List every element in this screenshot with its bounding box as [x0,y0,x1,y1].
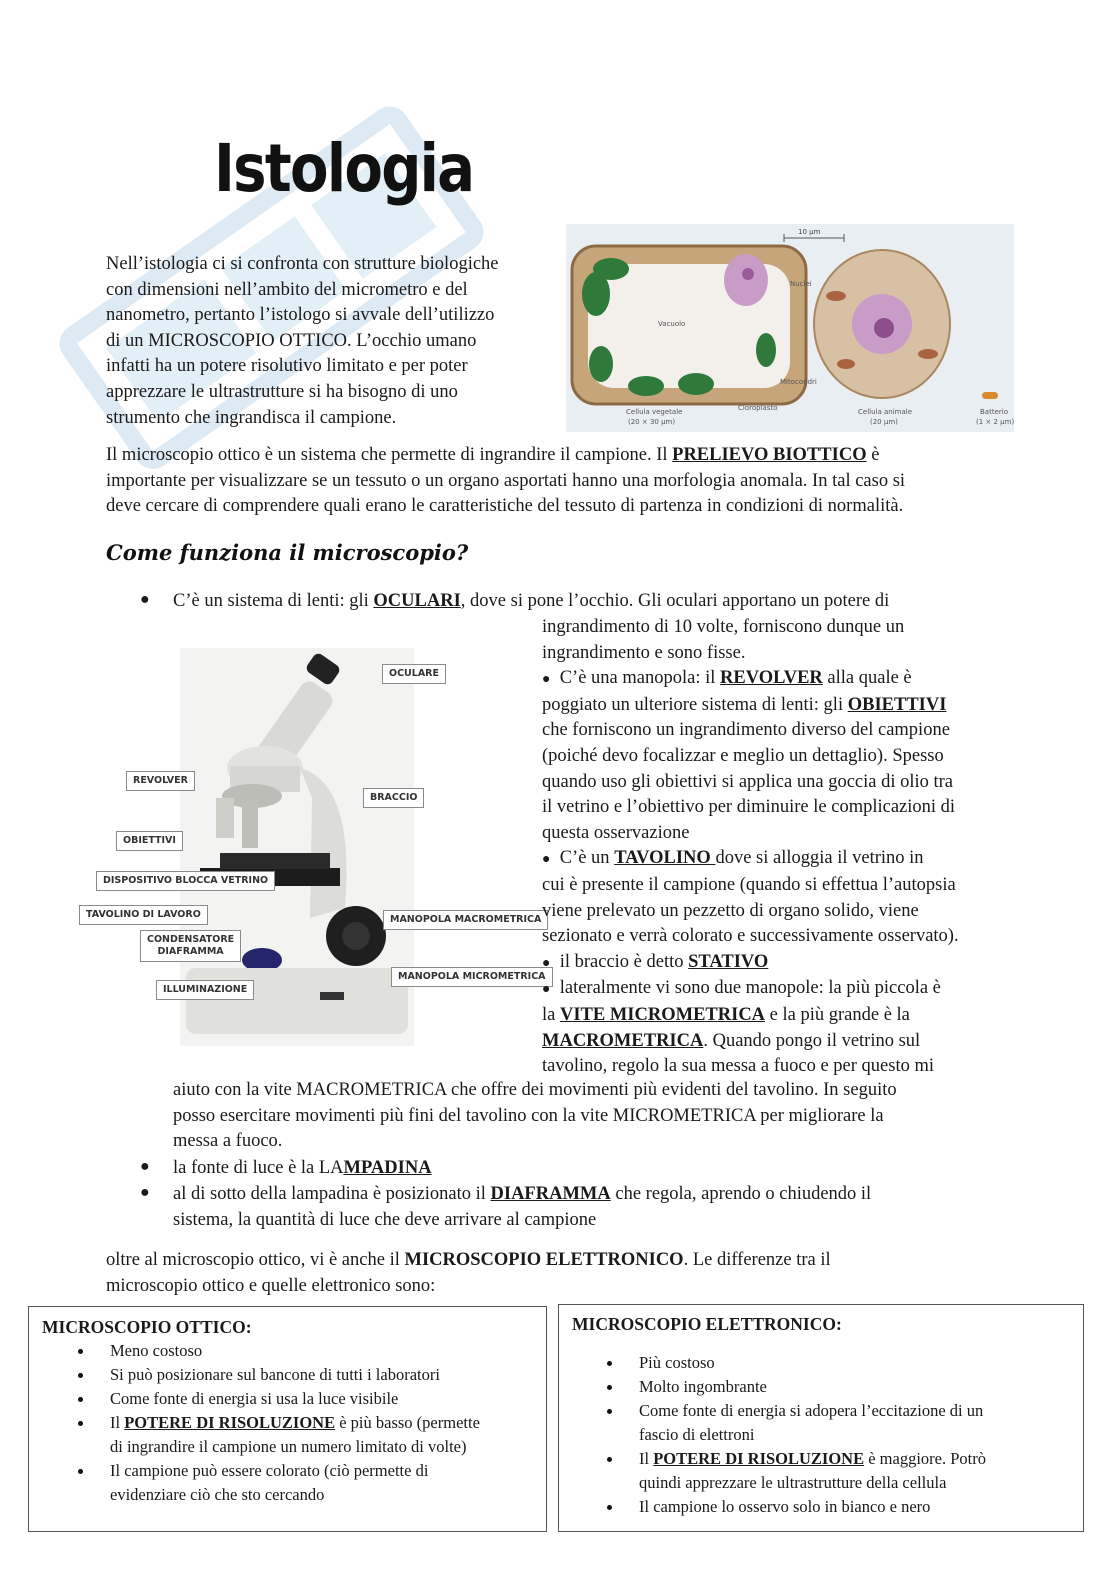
intro-line: Nell’istologia ci si confronta con strutture biologiche [106,254,499,274]
label-line: DIAFRAMMA [157,946,224,957]
list-item: Si può posizionare sul bancone di tutti i laboratori [110,1363,540,1387]
bullet-icon: ● [542,852,551,868]
intro-line: con dimensioni nell’ambito del micrometro e del [106,279,468,300]
text: che forniscono un ingrandimento diverso del campione [542,720,950,741]
paragraph-elettronico [106,1248,1006,1299]
text: sezionato e verrà colorato e successivamente osservato). [542,926,959,947]
box-list [639,1351,1069,1519]
text: Il microscopio ottico è un sistema che permette di ingrandire il campione. Il [106,445,673,465]
text: C’è una manopola: il [559,668,721,689]
text: C’è un [559,848,615,869]
box-list [110,1339,540,1507]
text: sistema, la quantità di luce che deve arrivare al campione [173,1209,597,1230]
text: dove si alloggia il vetrino in [715,848,924,869]
label-revolver: REVOLVER [126,771,195,791]
keyword-prelievo: PRELIEVO BIOTTICO [672,445,867,465]
label-illuminazione: ILLUMINAZIONE [156,980,254,1000]
plant-cell-size: (20 × 30 µm) [628,418,676,426]
keyword-potere-risoluzione: POTERE DI RISOLUZIONE [124,1413,336,1432]
keyword-vite-micrometrica: VITE MICROMETRICA [559,1004,766,1025]
bullet-icon: ● [542,982,551,998]
text: di ingrandire il campione un numero limitato di volte) [110,1437,467,1456]
text: posso esercitare movimenti più fini del tavolino con la vite MICROMETRICA per migliorare la [173,1105,884,1126]
list-item [639,1399,1069,1447]
label-micrometrica: MANOPOLA MICROMETRICA [391,967,553,987]
vacuole-label: Vacuolo [658,320,686,328]
text: viene prelevato un pezzetto di organo solido, viene [542,900,919,921]
text: quindi apprezzare le ultrastrutture della cellula [639,1473,947,1492]
keyword-lampadina: MPADINA [343,1158,432,1178]
animal-cell-label: Cellula animale [858,408,913,416]
text: che regola, aprendo o chiudendo il [610,1184,872,1204]
text: aiuto con la vite MACROMETRICA che offre dei movimenti più evidenti del tavolino. In seguito [173,1080,897,1100]
text: questa osservazione [542,822,690,843]
list-continuation [173,1078,1013,1155]
keyword-tavolino: TAVOLINO [614,848,716,869]
text: è maggiore. Potrò [864,1449,986,1468]
keyword-potere-risoluzione: POTERE DI RISOLUZIONE [653,1449,865,1468]
bullet-icon: ● [140,591,150,608]
text: , dove si pone l’occhio. Gli oculari apportano un potere di [460,591,890,611]
text: al di sotto della lampadina è posizionato il [173,1184,491,1204]
box-microscopio-elettronico [558,1304,1084,1532]
label-blocca-vetrino: DISPOSITIVO BLOCCA VETRINO [96,871,275,891]
bacterium-size: (1 × 2 µm) [976,418,1014,426]
keyword-macrometrica: MACROMETRICA [542,1030,704,1051]
bacterium-label: Batterio [980,408,1008,416]
list-item: Meno costoso [110,1339,540,1363]
box-title: MICROSCOPIO OTTICO: [42,1317,252,1337]
list-item [110,1459,540,1507]
list-item: Molto ingombrante [639,1375,1069,1399]
text: ingrandimento e sono fisse. [542,642,746,663]
text: (poiché devo focalizzar e meglio un dettaglio). Spesso [542,745,944,766]
text: quando uso gli obiettivi si applica una goccia di olio tra [542,771,954,792]
animal-cell-size: (20 µm) [870,418,898,426]
label-braccio: BRACCIO [363,788,424,808]
intro-paragraph [106,252,556,431]
text: Come fonte di energia si adopera l’eccitazione di un [639,1401,984,1420]
label-obiettivi: OBIETTIVI [116,831,183,851]
text: è più basso (permette [335,1413,480,1432]
text: la fonte di luce è la LA [173,1158,344,1178]
text: cui è presente il campione (quando si effettua l’autopsia [542,874,956,895]
text: . Quando pongo il vetrino sul [703,1030,921,1051]
intro-line: nanometro, pertanto l’istologo si avvale dell’utilizzo [106,305,495,326]
list-right-column [542,615,1012,1080]
text: oltre al microscopio ottico, vi è anche il [106,1250,405,1270]
plant-cell-label: Cellula vegetale [626,408,683,416]
text: poggiato un ulteriore sistema di lenti: gli [542,694,848,715]
text: microscopio ottico e quelle elettronico sono: [106,1275,436,1296]
intro-line: infatti ha un potere risolutivo limitato e per poter [106,356,468,377]
label-oculare: OCULARE [382,664,446,684]
intro-line: apprezzare le ultrastrutture si ha bisogno di uno [106,381,458,402]
list-item-oculari [173,589,889,615]
text: messa a fuoco. [173,1131,283,1152]
mitocondri-label: Mitocondri [780,378,817,386]
bullet-icon: ● [140,1158,150,1175]
text: fascio di elettroni [639,1425,755,1444]
label-condensatore [140,930,241,962]
text: alla quale è [822,668,912,689]
text: Il [110,1413,125,1432]
label-tavolino: TAVOLINO DI LAVORO [79,905,208,925]
list-item: Come fonte di energia si usa la luce visibile [110,1387,540,1411]
cell-figure [566,224,1014,432]
text: ingrandimento di 10 volte, forniscono dunque un [542,617,905,637]
box-microscopio-ottico [28,1306,547,1532]
bullet-icon: ● [140,1184,150,1201]
scale-label: 10 µm [798,228,821,236]
text: il vetrino e l’obiettivo per diminuire le complicazioni di [542,797,956,818]
text: tavolino, regolo la sua messa a fuoco e per questo mi [542,1056,934,1077]
label-line: CONDENSATORE [147,934,235,945]
keyword-microscopio-elettronico: MICROSCOPIO ELETTRONICO [404,1250,684,1270]
list-item-diaframma [173,1182,1013,1233]
box-title: MICROSCOPIO ELETTRONICO: [572,1314,842,1334]
text: è [866,445,880,465]
intro-line: di un MICROSCOPIO OTTICO. L’occhio umano [106,330,477,351]
text: importante per visualizzare se un tessuto o un organo asportati hanno una morfologia anomala. In tal caso si [106,470,906,491]
text: deve cercare di comprendere quali erano le caratteristiche del tessuto di partenza in condizioni di normalità. [106,496,904,517]
text: il braccio è detto [559,951,689,972]
text: . Le differenze tra il [683,1250,831,1270]
list-item [110,1411,540,1459]
list-item: Più costoso [639,1351,1069,1375]
section-title: Come funziona il microscopio? [106,540,469,565]
text: evidenziare ciò che sto cercando [110,1485,325,1504]
keyword-revolver: REVOLVER [720,668,823,689]
nuclei-label: Nuclei [790,280,812,288]
text: e la più grande è la [765,1004,910,1025]
list-item [639,1447,1069,1495]
intro-line: strumento che ingrandisca il campione. [106,407,397,428]
text: la [542,1004,560,1025]
page-title: Istologia [214,130,474,207]
text: C’è un sistema di lenti: gli [173,591,374,611]
text: lateralmente vi sono due manopole: la più piccola è [559,978,941,999]
text: Il [639,1449,654,1468]
keyword-obiettivi: OBIETTIVI [847,694,947,715]
keyword-diaframma: DIAFRAMMA [490,1184,611,1204]
list-item-lampadina [173,1156,432,1182]
keyword-oculari: OCULARI [373,591,461,611]
text: Il campione può essere colorato (ciò permette di [110,1461,429,1480]
list-item: Il campione lo osservo solo in bianco e nero [639,1495,1069,1519]
label-macrometrica: MANOPOLA MACROMETRICA [383,910,548,930]
bullet-icon: ● [542,672,551,688]
keyword-stativo: STATIVO [688,951,769,972]
paragraph-prelievo [106,443,1006,520]
cloroplasto-label: Cloroplasto [738,404,778,412]
bullet-icon: ● [542,955,551,971]
